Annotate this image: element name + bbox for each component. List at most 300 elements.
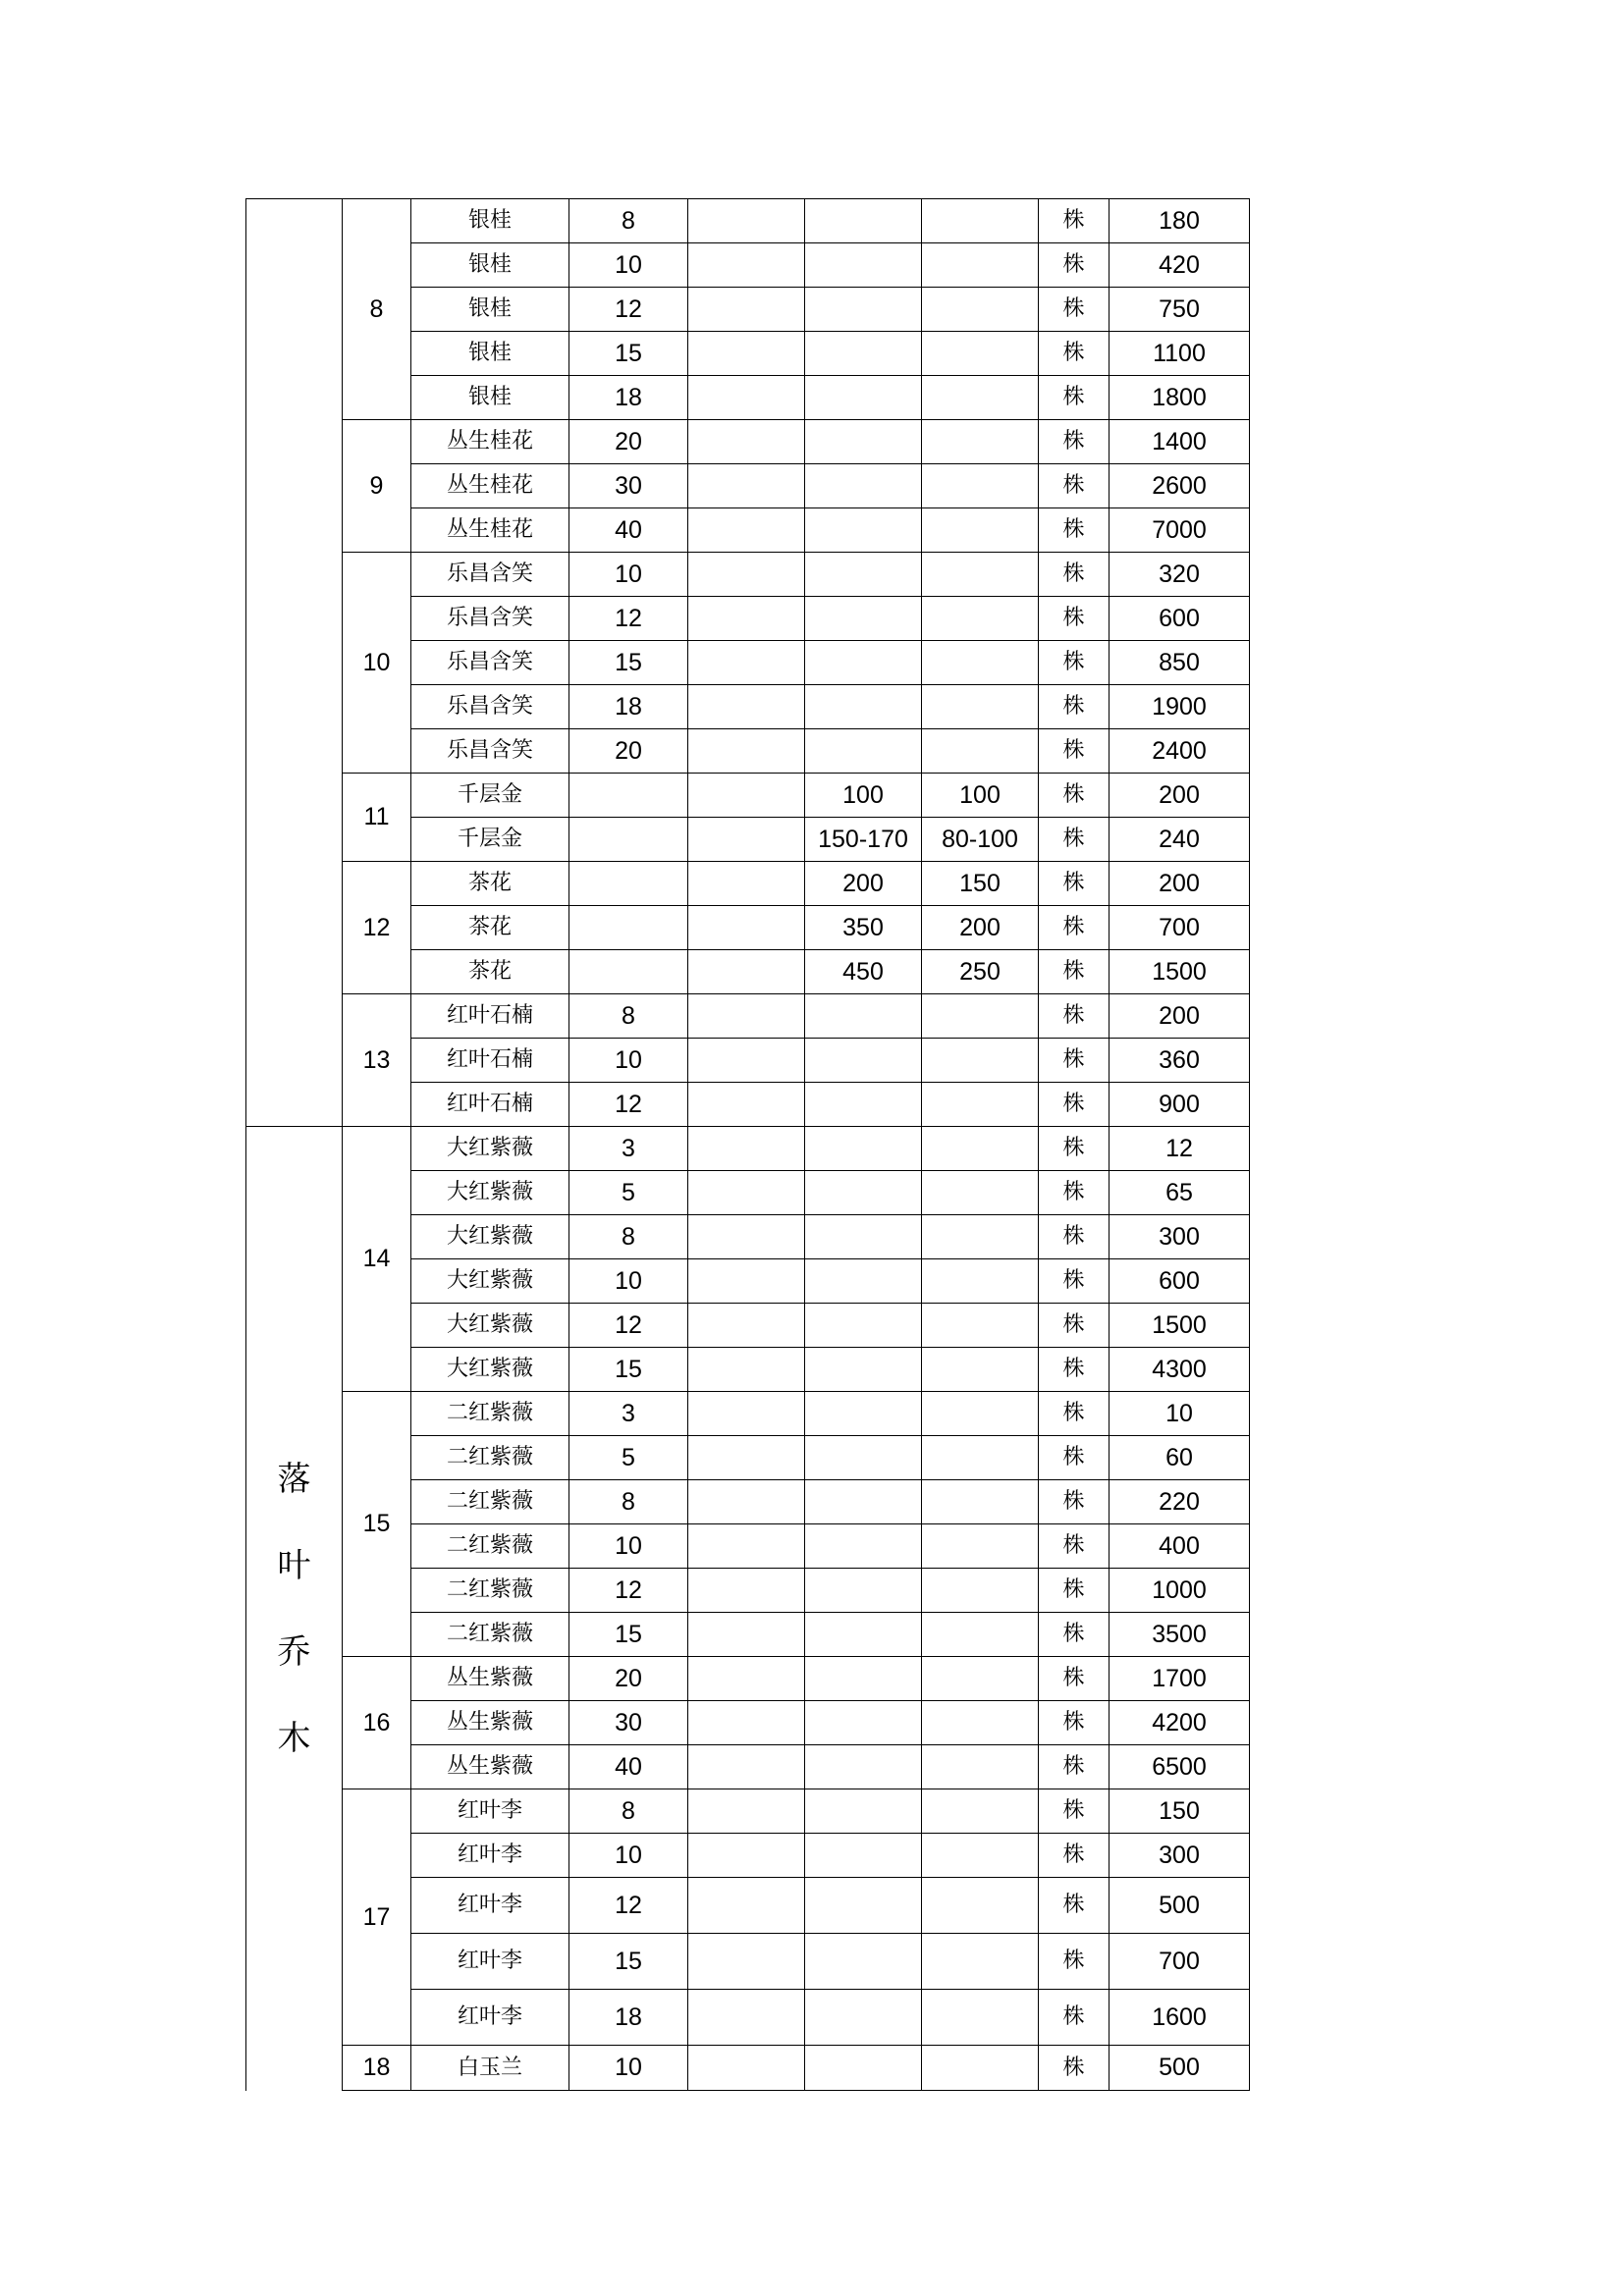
crown-value <box>922 1259 1039 1304</box>
unit-cell: 株 <box>1039 376 1110 420</box>
crown-value <box>922 1127 1039 1171</box>
price-value: 1500 <box>1110 950 1250 994</box>
height-value <box>805 376 922 420</box>
spec-value <box>569 774 688 818</box>
crown-value: 200 <box>922 906 1039 950</box>
price-value: 900 <box>1110 1083 1250 1127</box>
table-row <box>246 862 1250 906</box>
blank-cell <box>688 1934 805 1990</box>
crown-value <box>922 199 1039 243</box>
height-value <box>805 420 922 464</box>
height-value <box>805 464 922 508</box>
blank-cell <box>688 1701 805 1745</box>
blank-cell <box>688 1613 805 1657</box>
table-row <box>246 774 1250 818</box>
crown-value <box>922 508 1039 553</box>
unit-cell: 株 <box>1039 1701 1110 1745</box>
price-value: 500 <box>1110 2046 1250 2091</box>
blank-cell <box>688 729 805 774</box>
unit-cell: 株 <box>1039 1613 1110 1657</box>
plant-name: 红叶李 <box>411 1878 569 1934</box>
crown-value <box>922 729 1039 774</box>
plant-name: 二红紫薇 <box>411 1524 569 1569</box>
height-value <box>805 1392 922 1436</box>
plant-name: 银桂 <box>411 199 569 243</box>
height-value <box>805 1348 922 1392</box>
price-value: 4300 <box>1110 1348 1250 1392</box>
unit-cell: 株 <box>1039 1127 1110 1171</box>
height-value <box>805 1304 922 1348</box>
price-value: 7000 <box>1110 508 1250 553</box>
blank-cell <box>688 1480 805 1524</box>
table-row <box>246 1657 1250 1701</box>
unit-cell: 株 <box>1039 906 1110 950</box>
spec-value: 12 <box>569 597 688 641</box>
plant-name: 二红紫薇 <box>411 1480 569 1524</box>
spec-value: 20 <box>569 729 688 774</box>
unit-cell: 株 <box>1039 1304 1110 1348</box>
spec-value <box>569 950 688 994</box>
price-value: 700 <box>1110 906 1250 950</box>
blank-cell <box>688 288 805 332</box>
plant-name: 千层金 <box>411 818 569 862</box>
blank-cell <box>688 1171 805 1215</box>
plant-name: 大红紫薇 <box>411 1215 569 1259</box>
price-value: 360 <box>1110 1039 1250 1083</box>
plant-name: 红叶石楠 <box>411 994 569 1039</box>
crown-value <box>922 685 1039 729</box>
height-value <box>805 1878 922 1934</box>
height-value <box>805 1569 922 1613</box>
crown-value <box>922 464 1039 508</box>
height-value: 100 <box>805 774 922 818</box>
crown-value <box>922 376 1039 420</box>
unit-cell: 株 <box>1039 685 1110 729</box>
spec-value: 8 <box>569 1480 688 1524</box>
item-number: 9 <box>343 420 411 553</box>
spec-value: 12 <box>569 288 688 332</box>
unit-cell: 株 <box>1039 1745 1110 1789</box>
plant-name: 大红紫薇 <box>411 1304 569 1348</box>
unit-cell: 株 <box>1039 1392 1110 1436</box>
plant-name: 二红紫薇 <box>411 1569 569 1613</box>
plant-name: 红叶李 <box>411 1789 569 1834</box>
item-number: 14 <box>343 1127 411 1392</box>
price-value: 12 <box>1110 1127 1250 1171</box>
spec-value: 15 <box>569 641 688 685</box>
crown-value <box>922 1745 1039 1789</box>
unit-cell: 株 <box>1039 553 1110 597</box>
price-value: 300 <box>1110 1215 1250 1259</box>
price-value: 1500 <box>1110 1304 1250 1348</box>
height-value <box>805 1789 922 1834</box>
plant-name: 丛生紫薇 <box>411 1745 569 1789</box>
crown-value <box>922 1436 1039 1480</box>
height-value <box>805 729 922 774</box>
price-value: 150 <box>1110 1789 1250 1834</box>
height-value <box>805 508 922 553</box>
crown-value <box>922 1039 1039 1083</box>
price-value: 400 <box>1110 1524 1250 1569</box>
crown-value <box>922 243 1039 288</box>
blank-cell <box>688 332 805 376</box>
spec-value: 40 <box>569 508 688 553</box>
item-number: 15 <box>343 1392 411 1657</box>
plant-name: 千层金 <box>411 774 569 818</box>
spec-value: 10 <box>569 1259 688 1304</box>
blank-cell <box>688 950 805 994</box>
unit-cell: 株 <box>1039 1657 1110 1701</box>
unit-cell: 株 <box>1039 1083 1110 1127</box>
plant-name: 大红紫薇 <box>411 1127 569 1171</box>
plant-name: 丛生紫薇 <box>411 1657 569 1701</box>
blank-cell <box>688 1657 805 1701</box>
blank-cell <box>688 420 805 464</box>
spec-value: 18 <box>569 1990 688 2046</box>
crown-value <box>922 597 1039 641</box>
crown-value <box>922 641 1039 685</box>
crown-value <box>922 1524 1039 1569</box>
plant-name: 红叶李 <box>411 1934 569 1990</box>
price-value: 500 <box>1110 1878 1250 1934</box>
price-value: 850 <box>1110 641 1250 685</box>
category-char: 木 <box>277 1718 311 1758</box>
height-value <box>805 1039 922 1083</box>
plant-name: 二红紫薇 <box>411 1436 569 1480</box>
height-value <box>805 553 922 597</box>
spec-value <box>569 818 688 862</box>
spec-value: 12 <box>569 1083 688 1127</box>
plant-name: 丛生紫薇 <box>411 1701 569 1745</box>
crown-value: 80-100 <box>922 818 1039 862</box>
table-row <box>246 1789 1250 1834</box>
crown-value <box>922 1878 1039 1934</box>
crown-value <box>922 1657 1039 1701</box>
blank-cell <box>688 2046 805 2091</box>
plant-name: 茶花 <box>411 862 569 906</box>
plant-name: 银桂 <box>411 243 569 288</box>
height-value <box>805 1127 922 1171</box>
plant-name: 白玉兰 <box>411 2046 569 2091</box>
blank-cell <box>688 1745 805 1789</box>
unit-cell: 株 <box>1039 1834 1110 1878</box>
blank-cell <box>688 597 805 641</box>
unit-cell: 株 <box>1039 199 1110 243</box>
unit-cell: 株 <box>1039 1171 1110 1215</box>
price-value: 180 <box>1110 199 1250 243</box>
crown-value <box>922 1348 1039 1392</box>
blank-cell <box>688 1990 805 2046</box>
spec-value: 10 <box>569 553 688 597</box>
table-row <box>246 994 1250 1039</box>
height-value <box>805 1083 922 1127</box>
price-value: 200 <box>1110 994 1250 1039</box>
price-table <box>245 198 1250 2091</box>
price-value: 4200 <box>1110 1701 1250 1745</box>
crown-value <box>922 2046 1039 2091</box>
unit-cell: 株 <box>1039 1990 1110 2046</box>
spec-value: 40 <box>569 1745 688 1789</box>
spec-value: 5 <box>569 1171 688 1215</box>
height-value <box>805 685 922 729</box>
height-value <box>805 1701 922 1745</box>
price-value: 600 <box>1110 1259 1250 1304</box>
plant-name: 丛生桂花 <box>411 508 569 553</box>
blank-cell <box>688 1524 805 1569</box>
spec-value: 8 <box>569 1215 688 1259</box>
table-row <box>246 553 1250 597</box>
table-row <box>246 1392 1250 1436</box>
height-value <box>805 641 922 685</box>
unit-cell: 株 <box>1039 464 1110 508</box>
blank-cell <box>688 994 805 1039</box>
price-value: 60 <box>1110 1436 1250 1480</box>
price-value: 420 <box>1110 243 1250 288</box>
unit-cell: 株 <box>1039 641 1110 685</box>
unit-cell: 株 <box>1039 774 1110 818</box>
height-value <box>805 243 922 288</box>
blank-cell <box>688 1834 805 1878</box>
blank-cell <box>688 1789 805 1834</box>
blank-cell <box>688 1392 805 1436</box>
crown-value <box>922 1304 1039 1348</box>
crown-value <box>922 1990 1039 2046</box>
price-value: 6500 <box>1110 1745 1250 1789</box>
item-number: 10 <box>343 553 411 774</box>
height-value <box>805 1436 922 1480</box>
blank-cell <box>688 1127 805 1171</box>
unit-cell: 株 <box>1039 420 1110 464</box>
unit-cell: 株 <box>1039 994 1110 1039</box>
unit-cell: 株 <box>1039 818 1110 862</box>
plant-name: 红叶李 <box>411 1990 569 2046</box>
unit-cell: 株 <box>1039 243 1110 288</box>
blank-cell <box>688 906 805 950</box>
price-value: 1400 <box>1110 420 1250 464</box>
blank-cell <box>688 1348 805 1392</box>
spec-value: 15 <box>569 332 688 376</box>
blank-cell <box>688 641 805 685</box>
height-value <box>805 2046 922 2091</box>
blank-cell <box>688 1083 805 1127</box>
unit-cell: 株 <box>1039 1348 1110 1392</box>
category-char: 叶 <box>277 1545 311 1585</box>
unit-cell: 株 <box>1039 1436 1110 1480</box>
crown-value: 150 <box>922 862 1039 906</box>
plant-name: 丛生桂花 <box>411 420 569 464</box>
spec-value: 15 <box>569 1613 688 1657</box>
table-row <box>246 199 1250 243</box>
crown-value <box>922 1613 1039 1657</box>
unit-cell: 株 <box>1039 1480 1110 1524</box>
unit-cell: 株 <box>1039 862 1110 906</box>
unit-cell: 株 <box>1039 950 1110 994</box>
height-value <box>805 1613 922 1657</box>
height-value <box>805 288 922 332</box>
crown-value <box>922 332 1039 376</box>
price-value: 1000 <box>1110 1569 1250 1613</box>
spec-value: 18 <box>569 685 688 729</box>
spec-value: 20 <box>569 1657 688 1701</box>
spec-value: 8 <box>569 199 688 243</box>
crown-value <box>922 1701 1039 1745</box>
price-value: 300 <box>1110 1834 1250 1878</box>
price-value: 200 <box>1110 862 1250 906</box>
spec-value: 10 <box>569 1039 688 1083</box>
unit-cell: 株 <box>1039 1569 1110 1613</box>
crown-value: 250 <box>922 950 1039 994</box>
plant-name: 丛生桂花 <box>411 464 569 508</box>
plant-name: 大红紫薇 <box>411 1171 569 1215</box>
height-value <box>805 1480 922 1524</box>
crown-value <box>922 1392 1039 1436</box>
spec-value: 30 <box>569 1701 688 1745</box>
blank-cell <box>688 199 805 243</box>
item-number: 16 <box>343 1657 411 1789</box>
spec-value: 12 <box>569 1569 688 1613</box>
blank-cell <box>688 1878 805 1934</box>
blank-cell <box>688 1569 805 1613</box>
table-body <box>246 199 1250 2091</box>
spec-value: 10 <box>569 1834 688 1878</box>
unit-cell: 株 <box>1039 1215 1110 1259</box>
unit-cell: 株 <box>1039 2046 1110 2091</box>
blank-cell <box>688 1215 805 1259</box>
spec-value: 20 <box>569 420 688 464</box>
spec-value: 5 <box>569 1436 688 1480</box>
plant-name: 乐昌含笑 <box>411 729 569 774</box>
blank-cell <box>688 862 805 906</box>
height-value: 200 <box>805 862 922 906</box>
blank-cell <box>688 376 805 420</box>
unit-cell: 株 <box>1039 1789 1110 1834</box>
plant-name: 红叶石楠 <box>411 1083 569 1127</box>
price-value: 700 <box>1110 1934 1250 1990</box>
category-char: 落 <box>277 1459 311 1499</box>
plant-name: 银桂 <box>411 288 569 332</box>
blank-cell <box>688 1039 805 1083</box>
crown-value <box>922 288 1039 332</box>
plant-name: 银桂 <box>411 332 569 376</box>
blank-cell <box>688 464 805 508</box>
blank-cell <box>688 1436 805 1480</box>
unit-cell: 株 <box>1039 1934 1110 1990</box>
price-value: 10 <box>1110 1392 1250 1436</box>
plant-name: 红叶李 <box>411 1834 569 1878</box>
height-value <box>805 1259 922 1304</box>
crown-value <box>922 1569 1039 1613</box>
crown-value <box>922 994 1039 1039</box>
spec-value <box>569 906 688 950</box>
price-value: 65 <box>1110 1171 1250 1215</box>
crown-value <box>922 1834 1039 1878</box>
crown-value <box>922 1789 1039 1834</box>
height-value: 350 <box>805 906 922 950</box>
crown-value <box>922 420 1039 464</box>
height-value: 150-170 <box>805 818 922 862</box>
spec-value: 10 <box>569 243 688 288</box>
height-value <box>805 1215 922 1259</box>
item-number: 12 <box>343 862 411 994</box>
spec-value: 12 <box>569 1878 688 1934</box>
unit-cell: 株 <box>1039 288 1110 332</box>
height-value <box>805 1524 922 1569</box>
table-row <box>246 1127 1250 1171</box>
plant-name: 银桂 <box>411 376 569 420</box>
price-value: 2600 <box>1110 464 1250 508</box>
item-number: 17 <box>343 1789 411 2046</box>
spec-value: 3 <box>569 1392 688 1436</box>
table-row <box>246 2046 1250 2091</box>
spec-value: 8 <box>569 994 688 1039</box>
height-value <box>805 1834 922 1878</box>
unit-cell: 株 <box>1039 1039 1110 1083</box>
height-value: 450 <box>805 950 922 994</box>
unit-cell: 株 <box>1039 1524 1110 1569</box>
spec-value: 12 <box>569 1304 688 1348</box>
crown-value <box>922 1083 1039 1127</box>
price-value: 240 <box>1110 818 1250 862</box>
unit-cell: 株 <box>1039 729 1110 774</box>
plant-name: 乐昌含笑 <box>411 641 569 685</box>
height-value <box>805 994 922 1039</box>
crown-value <box>922 1215 1039 1259</box>
blank-cell <box>688 685 805 729</box>
price-value: 1800 <box>1110 376 1250 420</box>
plant-name: 乐昌含笑 <box>411 553 569 597</box>
plant-name: 乐昌含笑 <box>411 597 569 641</box>
height-value <box>805 1990 922 2046</box>
crown-value <box>922 1934 1039 1990</box>
crown-value: 100 <box>922 774 1039 818</box>
height-value <box>805 1745 922 1789</box>
plant-name: 茶花 <box>411 906 569 950</box>
height-value <box>805 1934 922 1990</box>
spec-value: 8 <box>569 1789 688 1834</box>
blank-cell <box>688 1259 805 1304</box>
item-number: 8 <box>343 199 411 420</box>
height-value <box>805 1171 922 1215</box>
unit-cell: 株 <box>1039 597 1110 641</box>
blank-cell <box>688 553 805 597</box>
table-row <box>246 420 1250 464</box>
spec-value: 15 <box>569 1934 688 1990</box>
price-value: 200 <box>1110 774 1250 818</box>
plant-name: 茶花 <box>411 950 569 994</box>
unit-cell: 株 <box>1039 508 1110 553</box>
blank-cell <box>688 774 805 818</box>
plant-name: 红叶石楠 <box>411 1039 569 1083</box>
plant-name: 大红紫薇 <box>411 1259 569 1304</box>
plant-name: 乐昌含笑 <box>411 685 569 729</box>
category-cell <box>246 1127 343 2091</box>
spec-value: 10 <box>569 1524 688 1569</box>
price-value: 220 <box>1110 1480 1250 1524</box>
crown-value <box>922 1480 1039 1524</box>
crown-value <box>922 1171 1039 1215</box>
category-char: 乔 <box>277 1631 311 1672</box>
blank-cell <box>688 243 805 288</box>
price-value: 1700 <box>1110 1657 1250 1701</box>
unit-cell: 株 <box>1039 1878 1110 1934</box>
spec-value: 15 <box>569 1348 688 1392</box>
spec-value <box>569 862 688 906</box>
unit-cell: 株 <box>1039 1259 1110 1304</box>
price-value: 3500 <box>1110 1613 1250 1657</box>
blank-cell <box>688 818 805 862</box>
height-value <box>805 199 922 243</box>
plant-name: 二红紫薇 <box>411 1392 569 1436</box>
